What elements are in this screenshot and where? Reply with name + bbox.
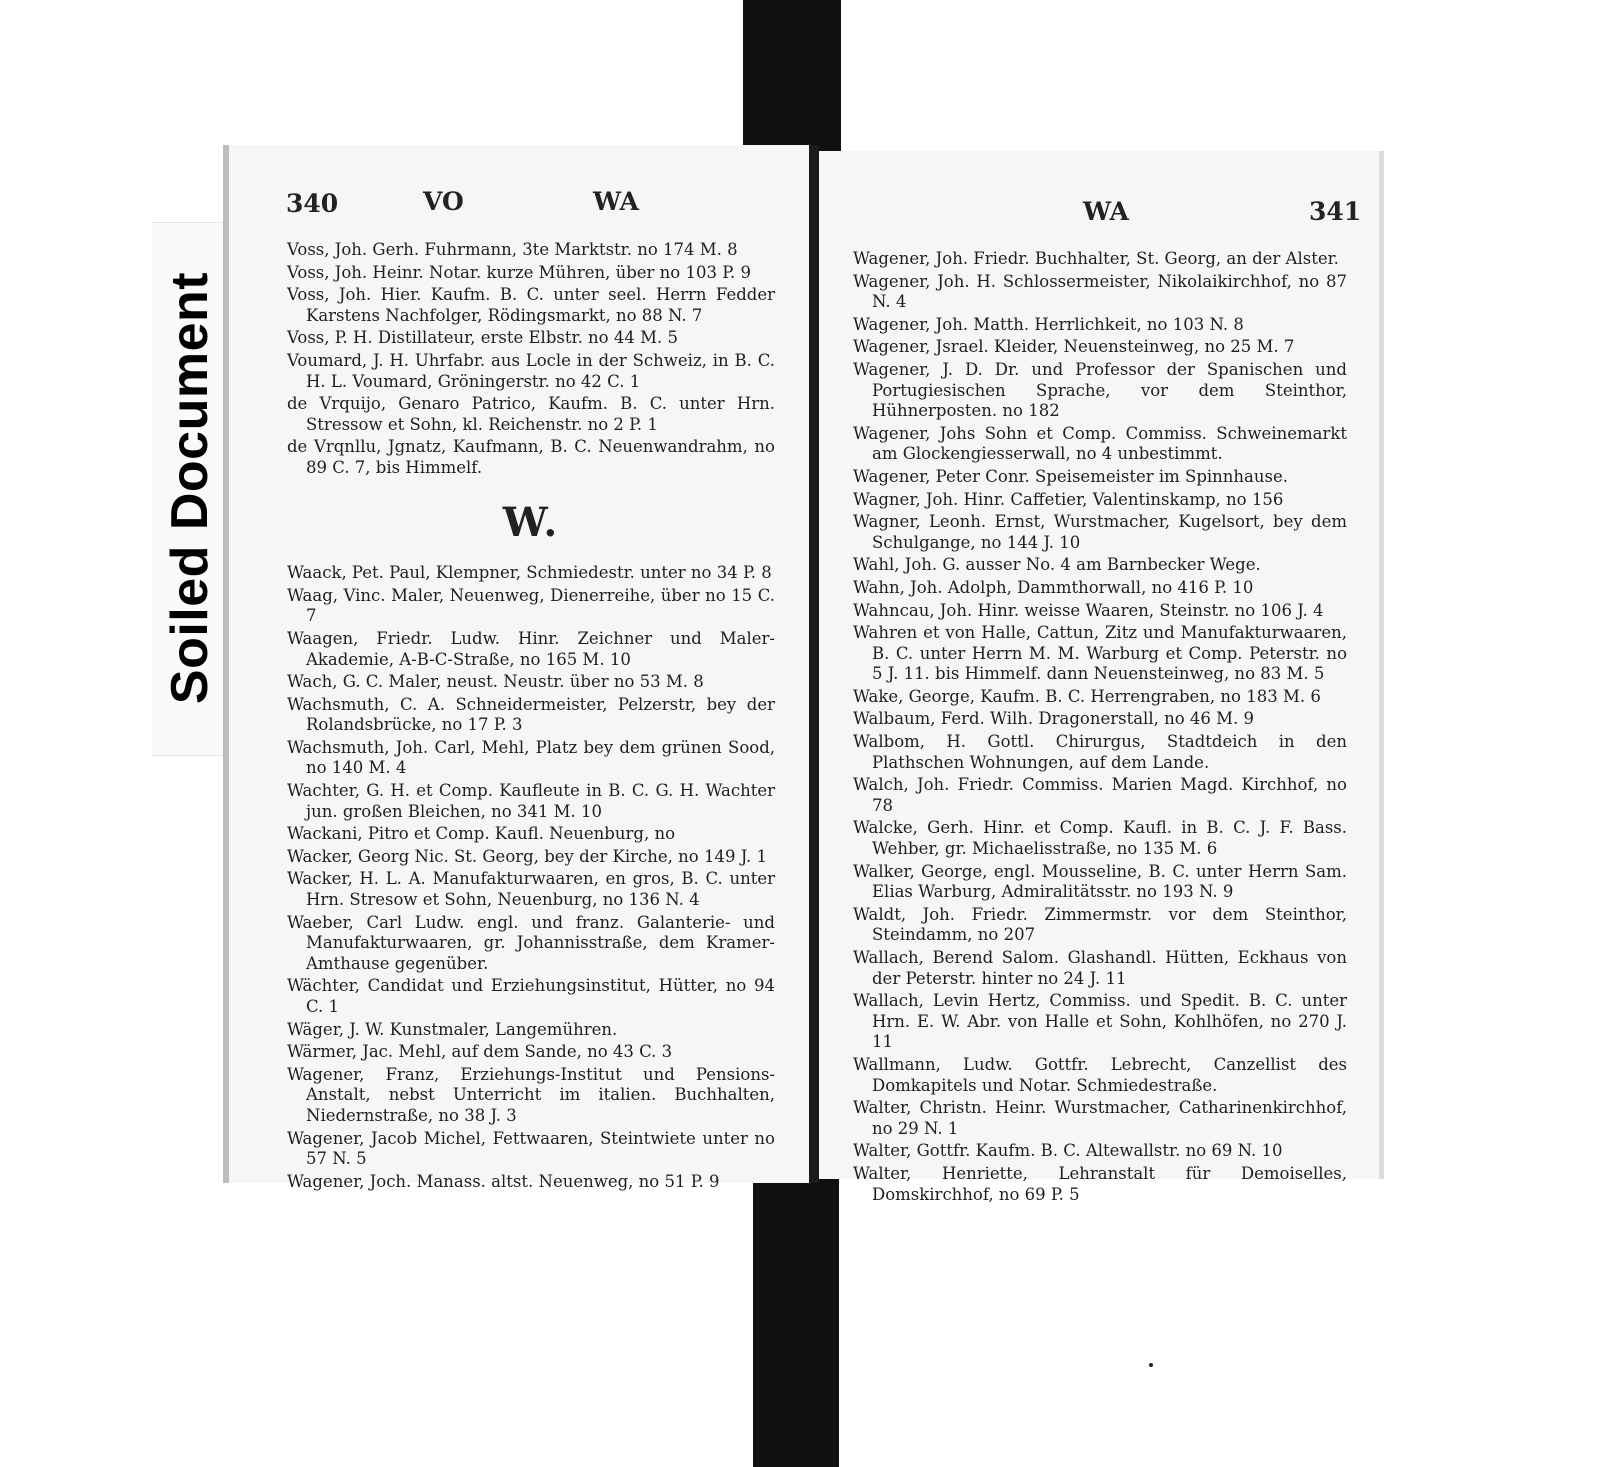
left-page bbox=[223, 145, 809, 1191]
section-letter-w: W. bbox=[502, 498, 560, 546]
directory-entry: Wagener, J. D. Dr. und Professor der Spanischen und Portugiesischen Sprache, vor dem Steinthor, Hühnerposten. no 182 bbox=[853, 359, 1347, 421]
right-page bbox=[819, 151, 1384, 1204]
directory-entry: Wächter, Candidat und Erziehungsinstitut, Hütter, no 94 C. 1 bbox=[287, 976, 775, 1016]
directory-entry: Wagener, Joh. H. Schlossermeister, Nikolaikirchhof, no 87 N. 4 bbox=[853, 271, 1347, 312]
left-page-number: 340 bbox=[286, 189, 339, 218]
directory-entry: Walbom, H. Gottl. Chirurgus, Stadtdeich in den Plathschen Wohnungen, auf dem Lande. bbox=[853, 732, 1347, 772]
directory-entry: de Vrquijo, Genaro Patrico, Kaufm. B. C. unter Hrn. Stressow et Sohn, kl. Reichenstr. no 2 P. 1 bbox=[287, 394, 775, 434]
directory-entry: de Vrqnllu, Jgnatz, Kaufmann, B. C. Neuenwandrahm, no 89 C. 7, bis Himmelf. bbox=[287, 437, 775, 477]
directory-entry: Waagen, Friedr. Ludw. Hinr. Zeichner und Maler-Akademie, A-B-C-Straße, no 165 M. 10 bbox=[287, 628, 775, 669]
directory-entry: Waldt, Joh. Friedr. Zimmermstr. vor dem Steinthor, Steindamm, no 207 bbox=[853, 904, 1347, 945]
directory-entry: Wallach, Levin Hertz, Commiss. und Spedit. B. C. unter Hrn. E. W. Abr. von Halle et Sohn, Kohlhöfen, no 270 J. 11 bbox=[853, 991, 1347, 1052]
directory-entry: Wahncau, Joh. Hinr. weisse Waaren, Steinstr. no 106 J. 4 bbox=[853, 600, 1324, 620]
directory-entry: Walbaum, Ferd. Wilh. Dragonerstall, no 46 M. 9 bbox=[853, 709, 1255, 729]
directory-entry: Wachsmuth, Joh. Carl, Mehl, Platz bey dem grünen Sood, no 140 M. 4 bbox=[287, 737, 775, 778]
directory-entry: Wäger, J. W. Kunstmaler, Langemühren. bbox=[287, 1019, 618, 1039]
directory-entry: Wagener, Jsrael. Kleider, Neuensteinweg, no 25 M. 7 bbox=[853, 337, 1295, 357]
page-gutter bbox=[809, 145, 819, 1183]
directory-entry: Wacker, Georg Nic. St. Georg, bey der Kirche, no 149 J. 1 bbox=[287, 846, 768, 866]
directory-entry: Wärmer, Jac. Mehl, auf dem Sande, no 43 C. 3 bbox=[287, 1042, 673, 1062]
directory-entry: Wagener, Joh. Friedr. Buchhalter, St. Georg, an der Alster. bbox=[853, 249, 1339, 268]
stray-mark bbox=[1149, 1363, 1153, 1367]
entries-before-section bbox=[287, 240, 775, 479]
directory-entry: Wahn, Joh. Adolph, Dammthorwall, no 416 P. 10 bbox=[853, 577, 1254, 597]
directory-entry: Voss, Joh. Hier. Kaufm. B. C. unter seel. Herrn Fedder Karstens Nachfolger, Rödingsmarkt, no 88 N. 7 bbox=[287, 285, 775, 325]
directory-entry: Voss, Joh. Heinr. Notar. kurze Mühren, über no 103 P. 9 bbox=[287, 262, 751, 282]
directory-entry: Walch, Joh. Friedr. Commiss. Marien Magd. Kirchhof, no 78 bbox=[853, 775, 1347, 815]
directory-entry: Wachsmuth, C. A. Schneidermeister, Pelzerstr, bey der Rolandsbrücke, no 17 P. 3 bbox=[287, 694, 775, 735]
directory-entry: Voss, P. H. Distillateur, erste Elbstr. no 44 M. 5 bbox=[287, 328, 678, 348]
directory-entry: Waag, Vinc. Maler, Neuenweg, Dienerreihe, über no 15 C. 7 bbox=[287, 585, 775, 626]
directory-entry: Walter, Gottfr. Kaufm. B. C. Altewallstr. no 69 N. 10 bbox=[853, 1141, 1283, 1161]
side-label: Soiled Document bbox=[161, 271, 219, 705]
directory-entry: Wake, George, Kaufm. B. C. Herrengraben, no 183 M. 6 bbox=[853, 686, 1321, 706]
directory-entry: Wagener, Jacob Michel, Fettwaaren, Steintwiete unter no 57 N. 5 bbox=[287, 1128, 775, 1169]
directory-entry: Voumard, J. H. Uhrfabr. aus Locle in der Schweiz, in B. C. H. L. Voumard, Gröningerstr. no 42 C. 1 bbox=[287, 350, 775, 391]
directory-entry: Wagener, Franz, Erziehungs-Institut und Pensions-Anstalt, nebst Unterricht im italien. Buchhalten, Niedernstraße, no 38 J. 3 bbox=[287, 1064, 775, 1125]
directory-entry: Wagener, Johs Sohn et Comp. Commiss. Schweinemarkt am Glockengiesserwall, no 4 unbestimmt. bbox=[853, 423, 1347, 464]
binding-strip-top bbox=[743, 0, 841, 152]
directory-entry: Waack, Pet. Paul, Klempner, Schmiedestr. unter no 34 P. 8 bbox=[287, 563, 772, 583]
directory-entry: Wackani, Pitro et Comp. Kaufl. Neuenburg, no bbox=[287, 824, 675, 844]
directory-entry: Wagener, Joh. Matth. Herrlichkeit, no 103 N. 8 bbox=[853, 314, 1244, 334]
directory-entry: Wagner, Joh. Hinr. Caffetier, Valentinskamp, no 156 bbox=[853, 489, 1284, 509]
directory-entry: Waeber, Carl Ludw. engl. und franz. Galanterie- und Manufakturwaaren, gr. Johannisstraße, dem Kramer-Amthause gegenüber. bbox=[287, 912, 775, 973]
directory-entry: Voss, Joh. Gerh. Fuhrmann, 3te Marktstr. no 174 M. 8 bbox=[287, 240, 738, 259]
left-running-head-wa: WA bbox=[593, 187, 639, 216]
directory-entry: Wachter, G. H. et Comp. Kaufleute in B. C. G. H. Wachter jun. großen Bleichen, no 341 M. 10 bbox=[287, 781, 775, 821]
directory-entry: Wagner, Leonh. Ernst, Wurstmacher, Kugelsort, bey dem Schulgange, no 144 J. 10 bbox=[853, 512, 1347, 552]
directory-entry: Walker, George, engl. Mousseline, B. C. unter Herrn Sam. Elias Warburg, Admiralitätsstr. no 193 N. 9 bbox=[853, 861, 1347, 902]
directory-entry: Wallach, Berend Salom. Glashandl. Hütten, Eckhaus von der Peterstr. hinter no 24 J. 11 bbox=[853, 948, 1347, 988]
right-running-head-wa: WA bbox=[1083, 197, 1129, 226]
directory-entry: Walter, Henriette, Lehranstalt für Demoiselles, Domskirchhof, no 69 P. 5 bbox=[853, 1163, 1347, 1204]
left-running-head-vo: VO bbox=[423, 187, 464, 216]
directory-entry: Wahren et von Halle, Cattun, Zitz und Manufakturwaaren, B. C. unter Herrn M. M. Warburg et Comp. Peterstr. no 5 J. 11. bis Himmelf. dann Neuensteinweg, no 83 M. 5 bbox=[853, 623, 1347, 684]
left-directory-entries bbox=[287, 240, 775, 1194]
directory-entry: Wach, G. C. Maler, neust. Neustr. über no 53 M. 8 bbox=[287, 672, 704, 692]
directory-entry: Wagener, Peter Conr. Speisemeister im Spinnhause. bbox=[853, 466, 1289, 486]
directory-entry: Wagener, Joch. Manass. altst. Neuenweg, no 51 P. 9 bbox=[287, 1171, 720, 1191]
directory-entry: Walter, Christn. Heinr. Wurstmacher, Catharinenkirchhof, no 29 N. 1 bbox=[853, 1098, 1347, 1138]
directory-entry: Wallmann, Ludw. Gottfr. Lebrecht, Canzellist des Domkapitels und Notar. Schmiedestraße. bbox=[853, 1054, 1347, 1095]
binding-strip-bottom bbox=[753, 1176, 839, 1467]
directory-entry: Walcke, Gerh. Hinr. et Comp. Kaufl. in B. C. J. F. Bass. Wehber, gr. Michaelisstraße, no 135 M. 6 bbox=[853, 818, 1347, 859]
right-directory-entries bbox=[853, 249, 1347, 1207]
entries-after-section bbox=[287, 563, 775, 1192]
right-page-number: 341 bbox=[1309, 197, 1362, 226]
directory-entry: Wacker, H. L. A. Manufakturwaaren, en gros, B. C. unter Hrn. Stresow et Sohn, Neuenburg, no 136 N. 4 bbox=[287, 869, 775, 910]
directory-entry: Wahl, Joh. G. ausser No. 4 am Barnbecker Wege. bbox=[853, 555, 1261, 575]
